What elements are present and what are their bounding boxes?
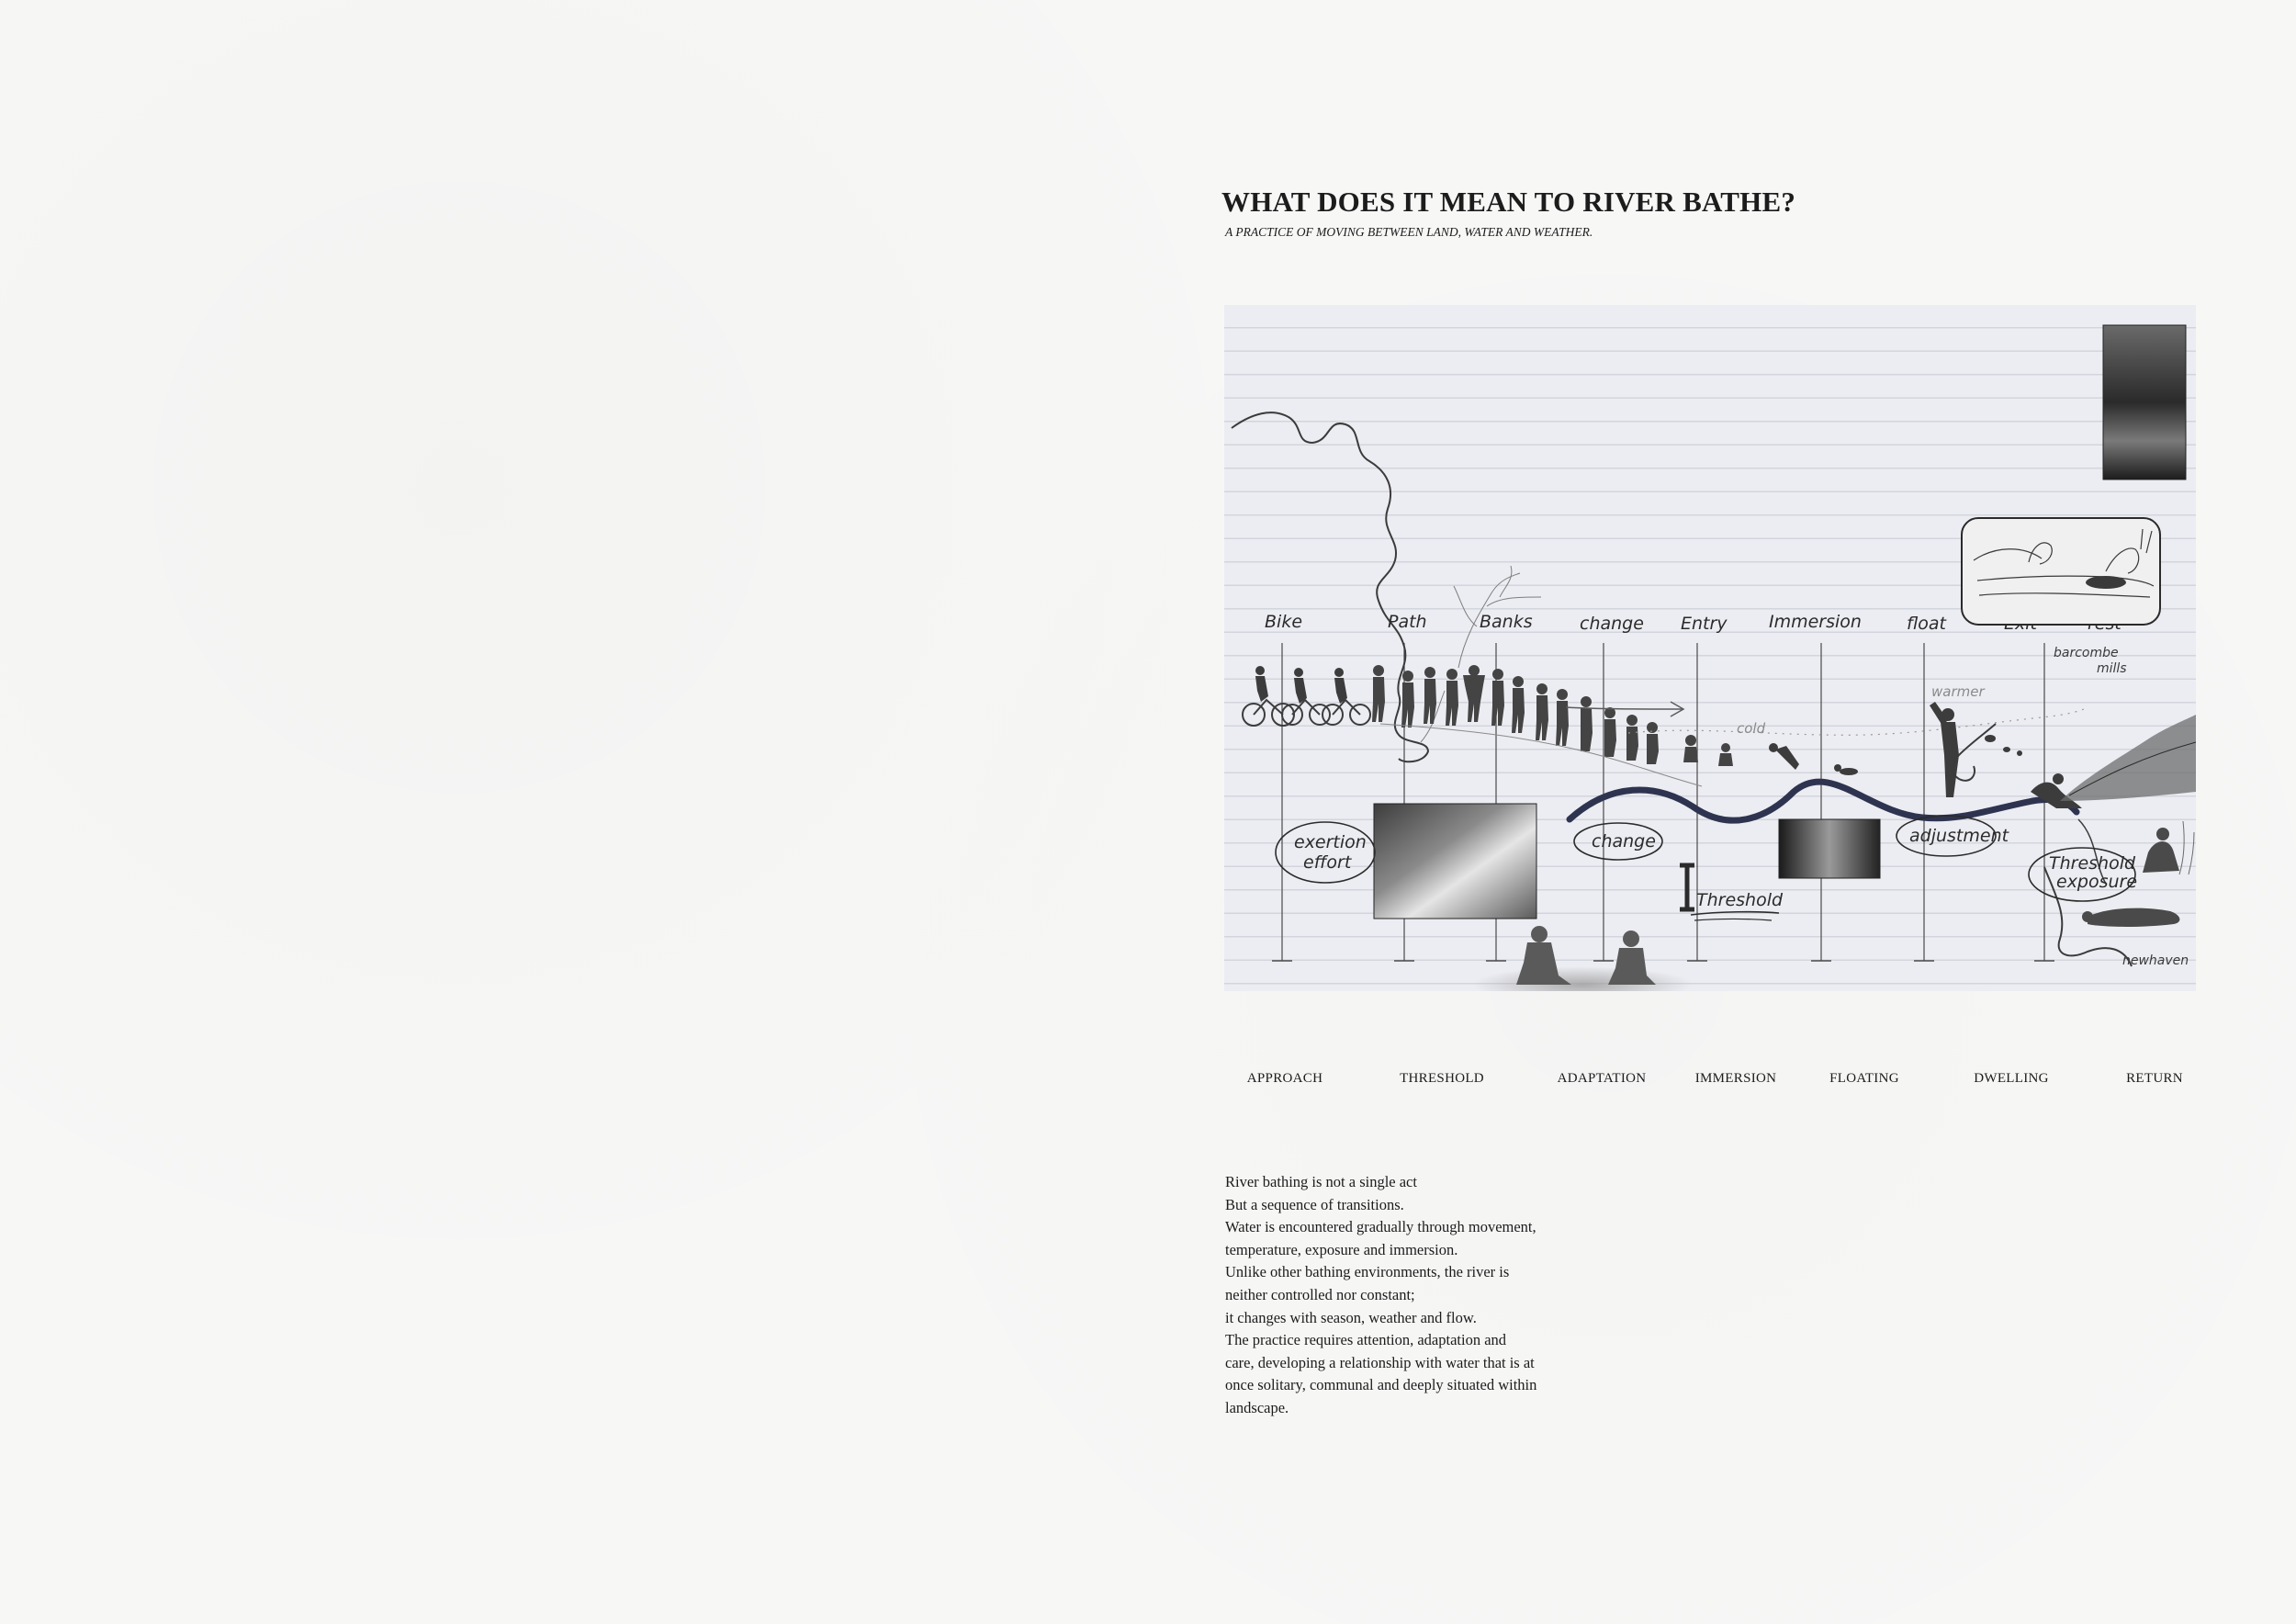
annotation-adjustment: adjustment (1909, 826, 2009, 846)
diagram-drawing (1224, 305, 2196, 991)
body-line: Water is encountered gradually through movement, (1225, 1218, 1536, 1236)
river-bathing-diagram (1224, 305, 2196, 991)
annotation-threshold-exposure-line1: Threshold (2049, 853, 2136, 874)
body-line: neither controlled nor constant; (1225, 1285, 1415, 1303)
annotation-exertion-line1: exertion (1294, 832, 1367, 852)
body-line: landscape. (1225, 1398, 1289, 1416)
body-line: Unlike other bathing environments, the river is (1225, 1263, 1510, 1281)
place-label-start-line1: barcombe (2054, 646, 2119, 660)
river-meander-outline (1232, 412, 1405, 694)
stage-label-immersion: Immersion (1769, 612, 1862, 632)
phase-row (1224, 1071, 2196, 1093)
body-line: once solitary, communal and deeply situated within (1225, 1376, 1537, 1394)
annotation-exertion-line2: effort (1303, 852, 1352, 873)
phase-label-threshold: THRESHOLD (1400, 1071, 1484, 1086)
page-title: WHAT DOES IT MEAN TO RIVER BATHE? (1221, 186, 1796, 218)
phase-label-dwelling: DWELLING (1974, 1071, 2049, 1086)
stage-label-entry: Entry (1681, 614, 1728, 634)
stage-label-banks: Banks (1480, 612, 1533, 632)
phase-label-floating: FLOATING (1829, 1071, 1899, 1086)
body-line: temperature, exposure and immersion. (1225, 1240, 1458, 1258)
place-label-end: newhaven (2122, 953, 2189, 968)
annotation-cold: cold (1737, 720, 1766, 737)
stage-label-float: float (1907, 614, 1946, 634)
phase-label-return: RETURN (2126, 1071, 2183, 1086)
phase-label-immersion: IMMERSION (1694, 1071, 1777, 1086)
annotation-warmer: warmer (1931, 683, 1985, 700)
body-paragraph (1225, 1171, 1593, 1420)
body-line: But a sequence of transitions. (1225, 1195, 1404, 1213)
place-label-start-line2: mills (2097, 661, 2127, 676)
body-line: care, developing a relationship with water that is at (1225, 1353, 1535, 1371)
photo-immersion (1779, 819, 1880, 878)
stage-label-bike: Bike (1265, 612, 1303, 632)
annotation-change: change (1592, 831, 1656, 851)
photo-river-rapids (1374, 804, 1536, 919)
exit-figures (1930, 702, 2082, 808)
walking-figures (1372, 665, 1733, 766)
stage-label-change: change (1580, 614, 1644, 634)
body-line: The practice requires attention, adaptation and (1225, 1331, 1507, 1349)
annotation-threshold: Threshold (1696, 890, 1784, 910)
photo-tree-reflection (2103, 325, 2186, 479)
swimmer-figures (1769, 743, 1858, 775)
body-line: River bathing is not a single act (1225, 1173, 1417, 1190)
phase-label-approach: APPROACH (1246, 1071, 1323, 1086)
sketch-frame-swimmer (1962, 518, 2160, 625)
body-line: it changes with season, weather and flow. (1225, 1308, 1477, 1326)
threshold-marker (1680, 865, 1784, 920)
page-subtitle: A PRACTICE OF MOVING BETWEEN LAND, WATER AND WEATHER. (1225, 225, 1593, 239)
annotation-threshold-exposure-line2: exposure (2056, 872, 2138, 892)
cyclist-figures (1243, 666, 1370, 726)
stage-label-path: Path (1388, 612, 1427, 632)
river-flow-line (1570, 782, 2077, 820)
hillside-sketch (2060, 715, 2196, 801)
phase-label-adaptation: ADAPTATION (1557, 1071, 1647, 1086)
